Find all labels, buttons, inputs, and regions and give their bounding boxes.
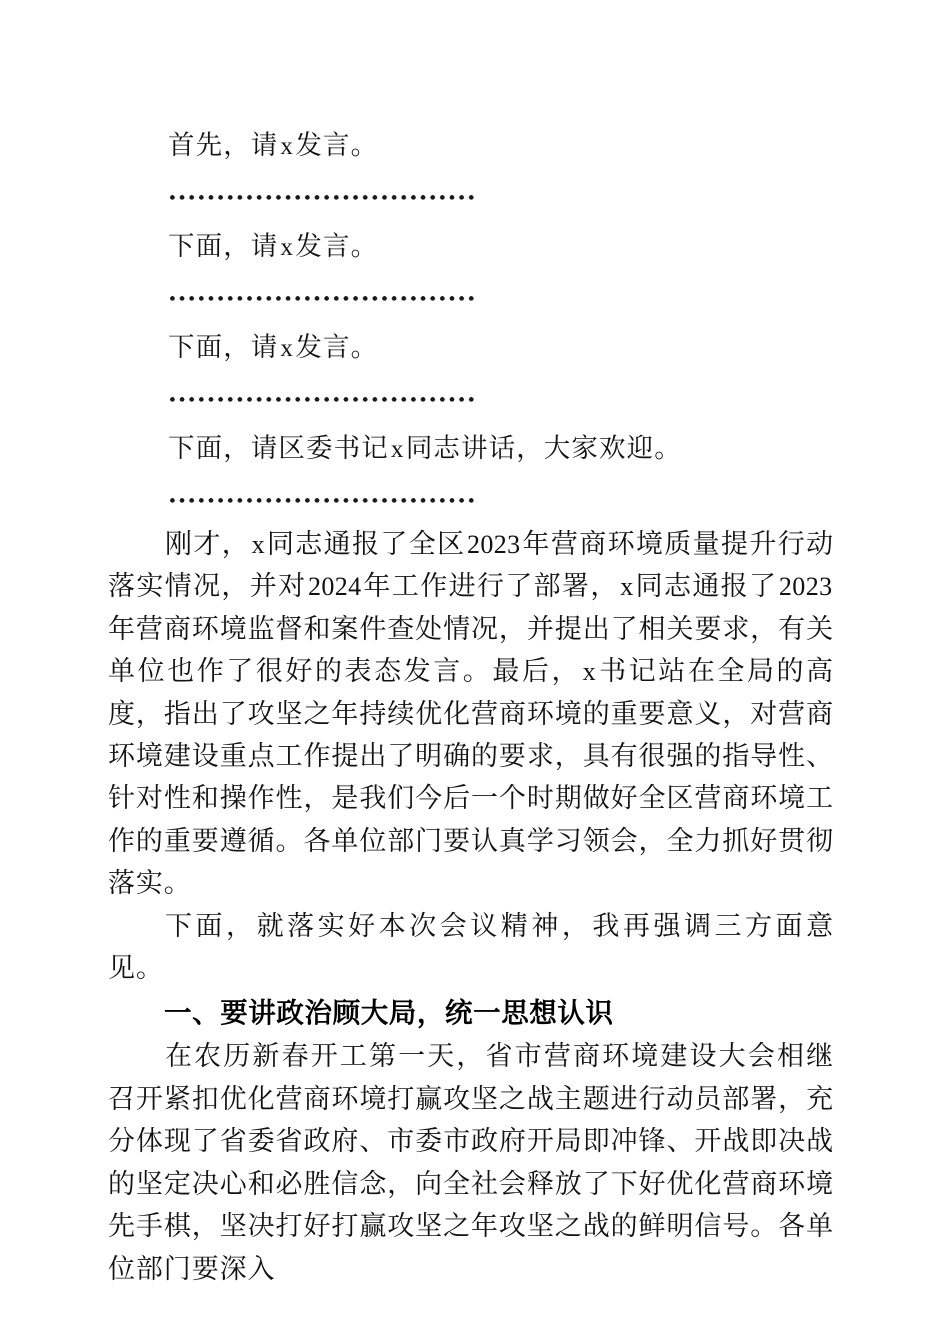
body-paragraph-1: 刚才，x同志通报了全区2023年营商环境质量提升行动落实情况，并对2024年工作进行了部署，x同志通报了2023年营商环境监督和案件查处情况，并提出了相关要求，有关单位也作了很好的表态发言。最后，x书记站在全局的高度，指出了攻坚之年持续优化营商环境的重要意义，对营商环境建设重点工作提出了明确的要求，具有很强的指导性、针对性和操作性，是我们今后一个时期做好全区营商环境工作的重要遵循。各单位部门要认真学习领会，全力抓好贯彻落实。 xyxy=(108,529,834,900)
page-content xyxy=(108,120,838,1291)
cue-line-4: 下面，请区委书记x同志讲话，大家欢迎。 xyxy=(168,433,682,464)
latin-run: 2024 xyxy=(307,572,362,602)
dotted-rule-glyphs xyxy=(170,498,478,503)
latin-run: x xyxy=(280,335,294,362)
dotted-separator-1 xyxy=(108,173,838,221)
cue-line-1: 首先，请x发言。 xyxy=(168,130,379,161)
latin-run: 2023 xyxy=(466,530,521,559)
dotted-separator-4 xyxy=(108,476,838,524)
section-1-paragraph-1: 在农历新春开工第一天，省市营商环境建设大会相继召开紧扣优化营商环境打赢攻坚之战主题进行动员部署，充分体现了省委省政府、市委市政府开局即冲锋、开战即决战的坚定决心和必胜信念，向全社会释放了下好优化营商环境先手棋，坚决打好打赢攻坚之年攻坚之战的鲜明信号。各单位部门要深入 xyxy=(108,1041,834,1285)
dotted-separator-2 xyxy=(108,274,838,322)
latin-run: x xyxy=(620,572,634,602)
dotted-rule-glyphs xyxy=(170,296,478,301)
latin-run: x xyxy=(280,133,294,160)
section-heading-1: 一、要讲政治顾大局，统一思想认识 xyxy=(164,997,614,1029)
dotted-rule-glyphs xyxy=(170,397,478,402)
latin-run: x xyxy=(251,530,265,559)
dotted-rule-glyphs xyxy=(170,195,478,200)
cue-line-2: 下面，请x发言。 xyxy=(168,231,379,262)
latin-run: x xyxy=(582,657,596,687)
cue-line-3: 下面，请x发言。 xyxy=(168,332,379,363)
body-paragraph-2: 下面，就落实好本次会议精神，我再强调三方面意见。 xyxy=(108,910,834,985)
dotted-separator-3 xyxy=(108,375,838,423)
latin-run: 2023 xyxy=(778,572,833,602)
latin-run: x xyxy=(280,234,294,261)
latin-run: x xyxy=(390,436,404,463)
